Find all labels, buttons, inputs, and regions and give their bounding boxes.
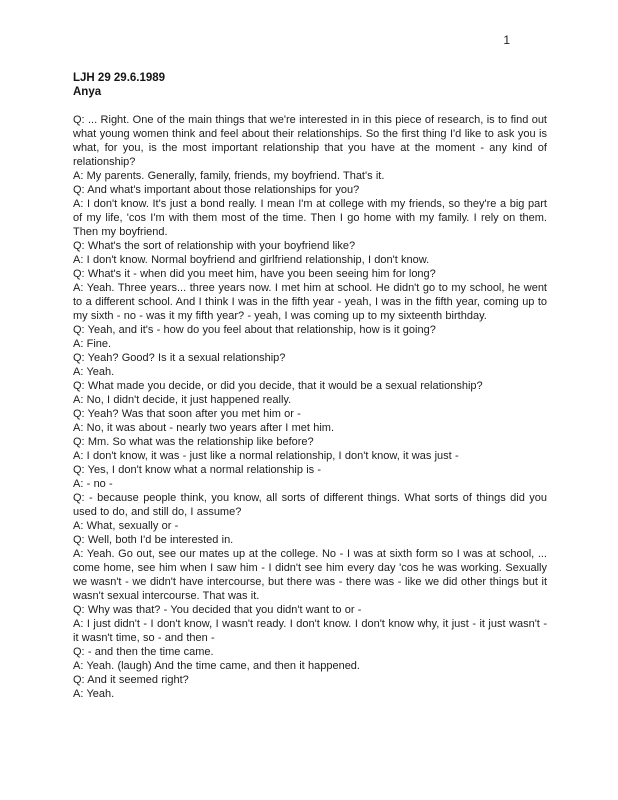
transcript-turn: Q: - and then the time came. (73, 646, 214, 658)
document-header (73, 71, 547, 99)
transcript-turn: A: Fine. (73, 338, 112, 350)
document-content (73, 71, 547, 701)
transcript-turn: A: No, it was about - nearly two years after I met him. (73, 422, 334, 434)
transcript-turn: Q: Yeah, and it's - how do you feel about that relationship, how is it going? (73, 324, 436, 336)
transcript-turn: Q: ... Right. One of the main things that we're interested in in this piece of research, is to find out what young women think and feel about their relationships. So the first thing I'd like to ask you is what, for you, is the most important relationship that you have at the moment - any kind of relationship? (73, 114, 547, 168)
interview-reference: LJH 29 29.6.1989 (73, 72, 166, 84)
transcript-turn: Q: What's it - when did you meet him, have you been seeing him for long? (73, 268, 436, 280)
transcript-turn: Q: What made you decide, or did you decide, that it would be a sexual relationship? (73, 380, 483, 392)
interviewee-name: Anya (73, 86, 102, 98)
transcript-turn: A: Yeah. (73, 366, 115, 378)
transcript-turn: A: No, I didn't decide, it just happened really. (73, 394, 292, 406)
transcript-turn: A: - no - (73, 478, 113, 490)
transcript-turn: Q: Yeah? Good? Is it a sexual relationship? (73, 352, 286, 364)
transcript-turn: Q: Mm. So what was the relationship like before? (73, 436, 314, 448)
page-number: 1 (503, 33, 510, 47)
transcript-turn: A: I don't know. Normal boyfriend and girlfriend relationship, I don't know. (73, 254, 430, 266)
transcript-turn: Q: And it seemed right? (73, 674, 189, 686)
transcript-turn: A: Yeah. Go out, see our mates up at the college. No - I was at sixth form so I was at school, ... come home, see him when I saw him - I didn't see him every day 'cos he was working. Sexually we wasn't - we didn't have intercourse, but there was - there was - like we did other things but it wasn't sexual intercourse. That was it. (73, 548, 547, 602)
transcript-turn: A: Yeah. (laugh) And the time came, and then it happened. (73, 660, 360, 672)
transcript-turn: Q: What's the sort of relationship with your boyfriend like? (73, 240, 356, 252)
transcript-turn: A: I don't know. It's just a bond really. I mean I'm at college with my friends, so they're a big part of my life, 'cos I'm with them most of the time. Then I go home with my family. I rely on them. Then my boyfriend. (73, 198, 547, 238)
transcript-turn: A: My parents. Generally, family, friends, my boyfriend. That's it. (73, 170, 385, 182)
transcript-turn: A: I don't know, it was - just like a normal relationship, I don't know, it was just - (73, 450, 459, 462)
transcript-turn: Q: Why was that? - You decided that you didn't want to or - (73, 604, 362, 616)
transcript-turn: A: Yeah. Three years... three years now. I met him at school. He didn't go to my school, he went to a different school. And I think I was in the fifth year - yeah, I was in the fifth year, coming up to my sixth - no - was it my fifth year? - yeah, I was coming up to my sixteenth birthday. (73, 282, 547, 322)
transcript-turn: Q: Yes, I don't know what a normal relationship is - (73, 464, 322, 476)
transcript-turn: Q: And what's important about those relationships for you? (73, 184, 360, 196)
transcript-turn: A: What, sexually or - (73, 520, 179, 532)
transcript-turn: Q: Well, both I'd be interested in. (73, 534, 234, 546)
transcript-turn: Q: - because people think, you know, all sorts of different things. What sorts of things did you used to do, and still do, I assume? (73, 492, 547, 518)
transcript-turn: A: Yeah. (73, 688, 115, 700)
transcript-turn: Q: Yeah? Was that soon after you met him or - (73, 408, 301, 420)
transcript (73, 113, 547, 701)
transcript-turn: A: I just didn't - I don't know, I wasn't ready. I don't know. I don't know why, it just - it just wasn't - it wasn't time, so - and then - (73, 618, 547, 644)
